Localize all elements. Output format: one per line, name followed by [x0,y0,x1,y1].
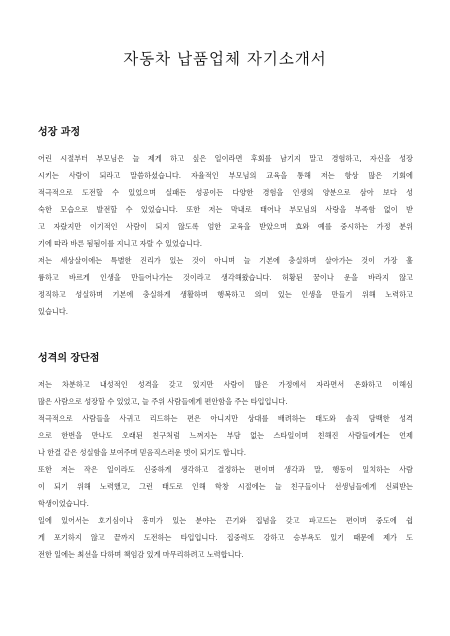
text-line: 일에 있어서는 호기심이나 흥미가 있는 분야는 끈기와 집념을 갖고 파고드는 편이며 중도에 쉽 [38,516,413,525]
text-line: 숙한 모습으로 발전할 수 있었습니다. 또한 저는 막내로 태어나 부모님의 사랑을 부족함 없이 받 [38,205,413,214]
text-line: 적극적으로 사람들을 사귀고 리드하는 편은 아니지만 상대를 배려하는 태도와 솔직 담백한 성격 [38,414,413,423]
text-line: 나 한결 같은 성실함을 보여주며 믿음직스러운 벗이 되기도 합니다. [38,448,247,457]
text-line: 적극적으로 도전할 수 있었으며 실패든 성공이든 다양한 경험을 인생의 양분으로 삼아 보다 성 [38,188,413,197]
section-body-growth [38,150,413,320]
section-heading-growth: 성장 과정 [38,127,81,138]
text-line: 시키는 사람이 되라고 말씀하셨습니다. 자율적인 부모님의 교육을 통해 저는 항상 많은 기회에 [38,171,413,180]
text-line: 전한 일에는 최선을 다하며 책임감 있게 마무리하려고 노력합니다. [38,550,244,559]
text-line: 또한 저는 작은 일이라도 신중하게 생각하고 결정하는 편이며 생각과 말, 행동이 일치하는 사람 [38,465,413,474]
section-heading-personality: 성격의 장단점 [38,353,100,364]
text-line: 게 포기하지 않고 끝까지 도전하는 타입입니다. 집중력도 강하고 승부욕도 있기 때문에 제가 도 [38,533,413,542]
text-line: 기에 따라 바른 됨됨이를 지니고 자랄 수 있었습니다. [38,239,203,248]
text-line: 고 자랐지만 이기적인 사람이 되지 않도록 엄한 교육을 받았으며 효와 예를 중시하는 가정 분위 [38,222,413,231]
text-line: 으로 한번을 만나도 오래된 친구처럼 느껴지는 부담 없는 스타일이며 친해진 사람들에게는 언제 [38,431,413,440]
text-line: 저는 차분하고 내성적인 성격을 갖고 있지만 사람이 많은 가정에서 자라면서 온화하고 이해심 [38,380,413,389]
text-line: 많은 사람으로 성장할 수 있었고, 늘 주위 사람들에게 편안함을 주는 타입입니다. [38,397,288,406]
text-line: 륭하고 바르게 인생을 만들어나가는 것이라고 생각해왔습니다. 허황된 꿈이나 운을 바라지 않고 [38,273,413,282]
text-line: 있습니다. [38,307,69,316]
text-line: 정직하고 성실하며 기본에 충실하게 생활하며 행복하고 의미 있는 인생을 만들기 위해 노력하고 [38,290,413,299]
text-line: 어린 시절부터 부모님은 늘 제게 하고 싶은 일이라면 후회를 남기지 말고 경험하고, 자신을 성장 [38,154,413,163]
text-line: 저는 세상살이에는 특별한 진리가 있는 것이 아니며 늘 기본에 충실하며 살아가는 것이 가장 훌 [38,256,413,265]
section-body-personality [38,376,413,563]
text-line: 학생이었습니다. [38,499,89,508]
document-title: 자동차 납품업체 자기소개서 [123,50,327,68]
text-line: 이 되기 위해 노력했고, 그런 태도로 인해 학창 시절에는 늘 친구들이나 선생님들에게 신뢰받는 [38,482,413,491]
